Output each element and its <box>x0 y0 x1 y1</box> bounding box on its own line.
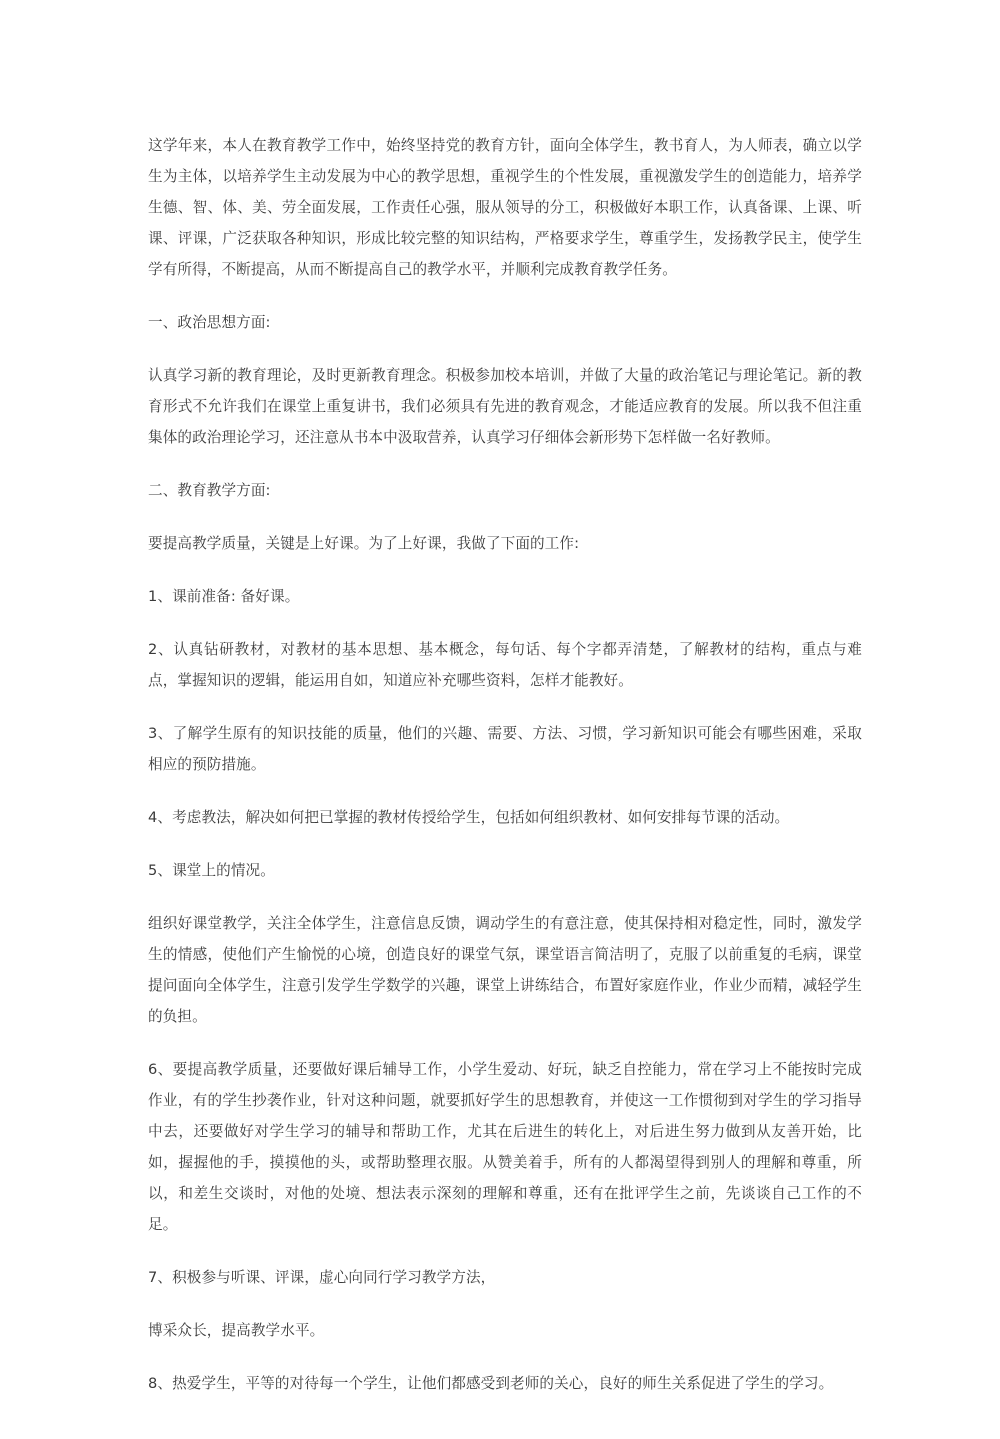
list-item-1: 1、课前准备: 备好课。 <box>148 588 300 605</box>
section-body-political-thought: 认真学习新的教育理论，及时更新教育理念。积极参加校本培训，并做了大量的政治笔记与理论笔记。新的教育形式不允许我们在课堂上重复讲书，我们必须具有先进的教育观念，才能适应教育的发展。所以我不但注重集体的政治理论学习，还注意从书本中汲取营养，认真学习仔细体会新形势下怎样做一名好教师。 <box>148 367 862 446</box>
section-heading-political-thought: 一、政治思想方面: <box>148 314 271 331</box>
list-item-2: 2、认真钻研教材，对教材的基本思想、基本概念，每句话、每个字都弄清楚，了解教材的结构，重点与难点，掌握知识的逻辑，能运用自如，知道应补充哪些资料，怎样才能教好。 <box>148 641 862 689</box>
section-heading-education-teaching: 二、教育教学方面: <box>148 482 271 499</box>
list-item-8: 8、热爱学生，平等的对待每一个学生，让他们都感受到老师的关心，良好的师生关系促进了学生的学习。 <box>148 1375 834 1392</box>
intro-paragraph: 这学年来，本人在教育教学工作中，始终坚持党的教育方针，面向全体学生，教书育人，为人师表，确立以学生为主体，以培养学生主动发展为中心的教学思想，重视学生的个性发展，重视激发学生的创造能力，培养学生德、智、体、美、劳全面发展，工作责任心强，服从领导的分工，积极做好本职工作，认真备课、上课、听课、评课，广泛获取各种知识，形成比较完整的知识结构，严格要求学生，尊重学生，发扬教学民主，使学生学有所得，不断提高，从而不断提高自己的教学水平，并顺利完成教育教学任务。 <box>148 137 862 278</box>
document-body <box>148 130 862 1399</box>
list-item-6: 6、要提高教学质量，还要做好课后辅导工作，小学生爱动、好玩，缺乏自控能力，常在学习上不能按时完成作业，有的学生抄袭作业，针对这种问题，就要抓好学生的思想教育，并使这一工作惯彻到对学生的学习指导中去，还要做好对学生学习的辅导和帮助工作，尤其在后进生的转化上，对后进生努力做到从友善开始，比如，握握他的手，摸摸他的头，或帮助整理衣服。从赞美着手，所有的人都渴望得到别人的理解和尊重，所以，和差生交谈时，对他的处境、想法表示深刻的理解和尊重，还有在批评学生之前，先谈谈自己工作的不足。 <box>148 1061 862 1233</box>
list-item-4: 4、考虑教法，解决如何把已掌握的教材传授给学生，包括如何组织教材、如何安排每节课的活动。 <box>148 809 790 826</box>
list-item-7-continuation: 博采众长，提高教学水平。 <box>148 1322 325 1339</box>
list-item-3: 3、了解学生原有的知识技能的质量，他们的兴趣、需要、方法、习惯，学习新知识可能会有哪些困难，采取相应的预防措施。 <box>148 725 862 773</box>
list-item-5-body: 组织好课堂教学，关注全体学生，注意信息反馈，调动学生的有意注意，使其保持相对稳定性，同时，激发学生的情感，使他们产生愉悦的心境，创造良好的课堂气氛，课堂语言简洁明了，克服了以前重复的毛病，课堂提问面向全体学生，注意引发学生学数学的兴趣，课堂上讲练结合，布置好家庭作业，作业少而精，减轻学生的负担。 <box>148 915 862 1025</box>
list-item-7: 7、积极参与听课、评课，虚心向同行学习教学方法， <box>148 1269 496 1286</box>
section-intro-education-teaching: 要提高教学质量，关键是上好课。为了上好课，我做了下面的工作: <box>148 535 580 552</box>
list-item-5: 5、课堂上的情况。 <box>148 862 275 879</box>
